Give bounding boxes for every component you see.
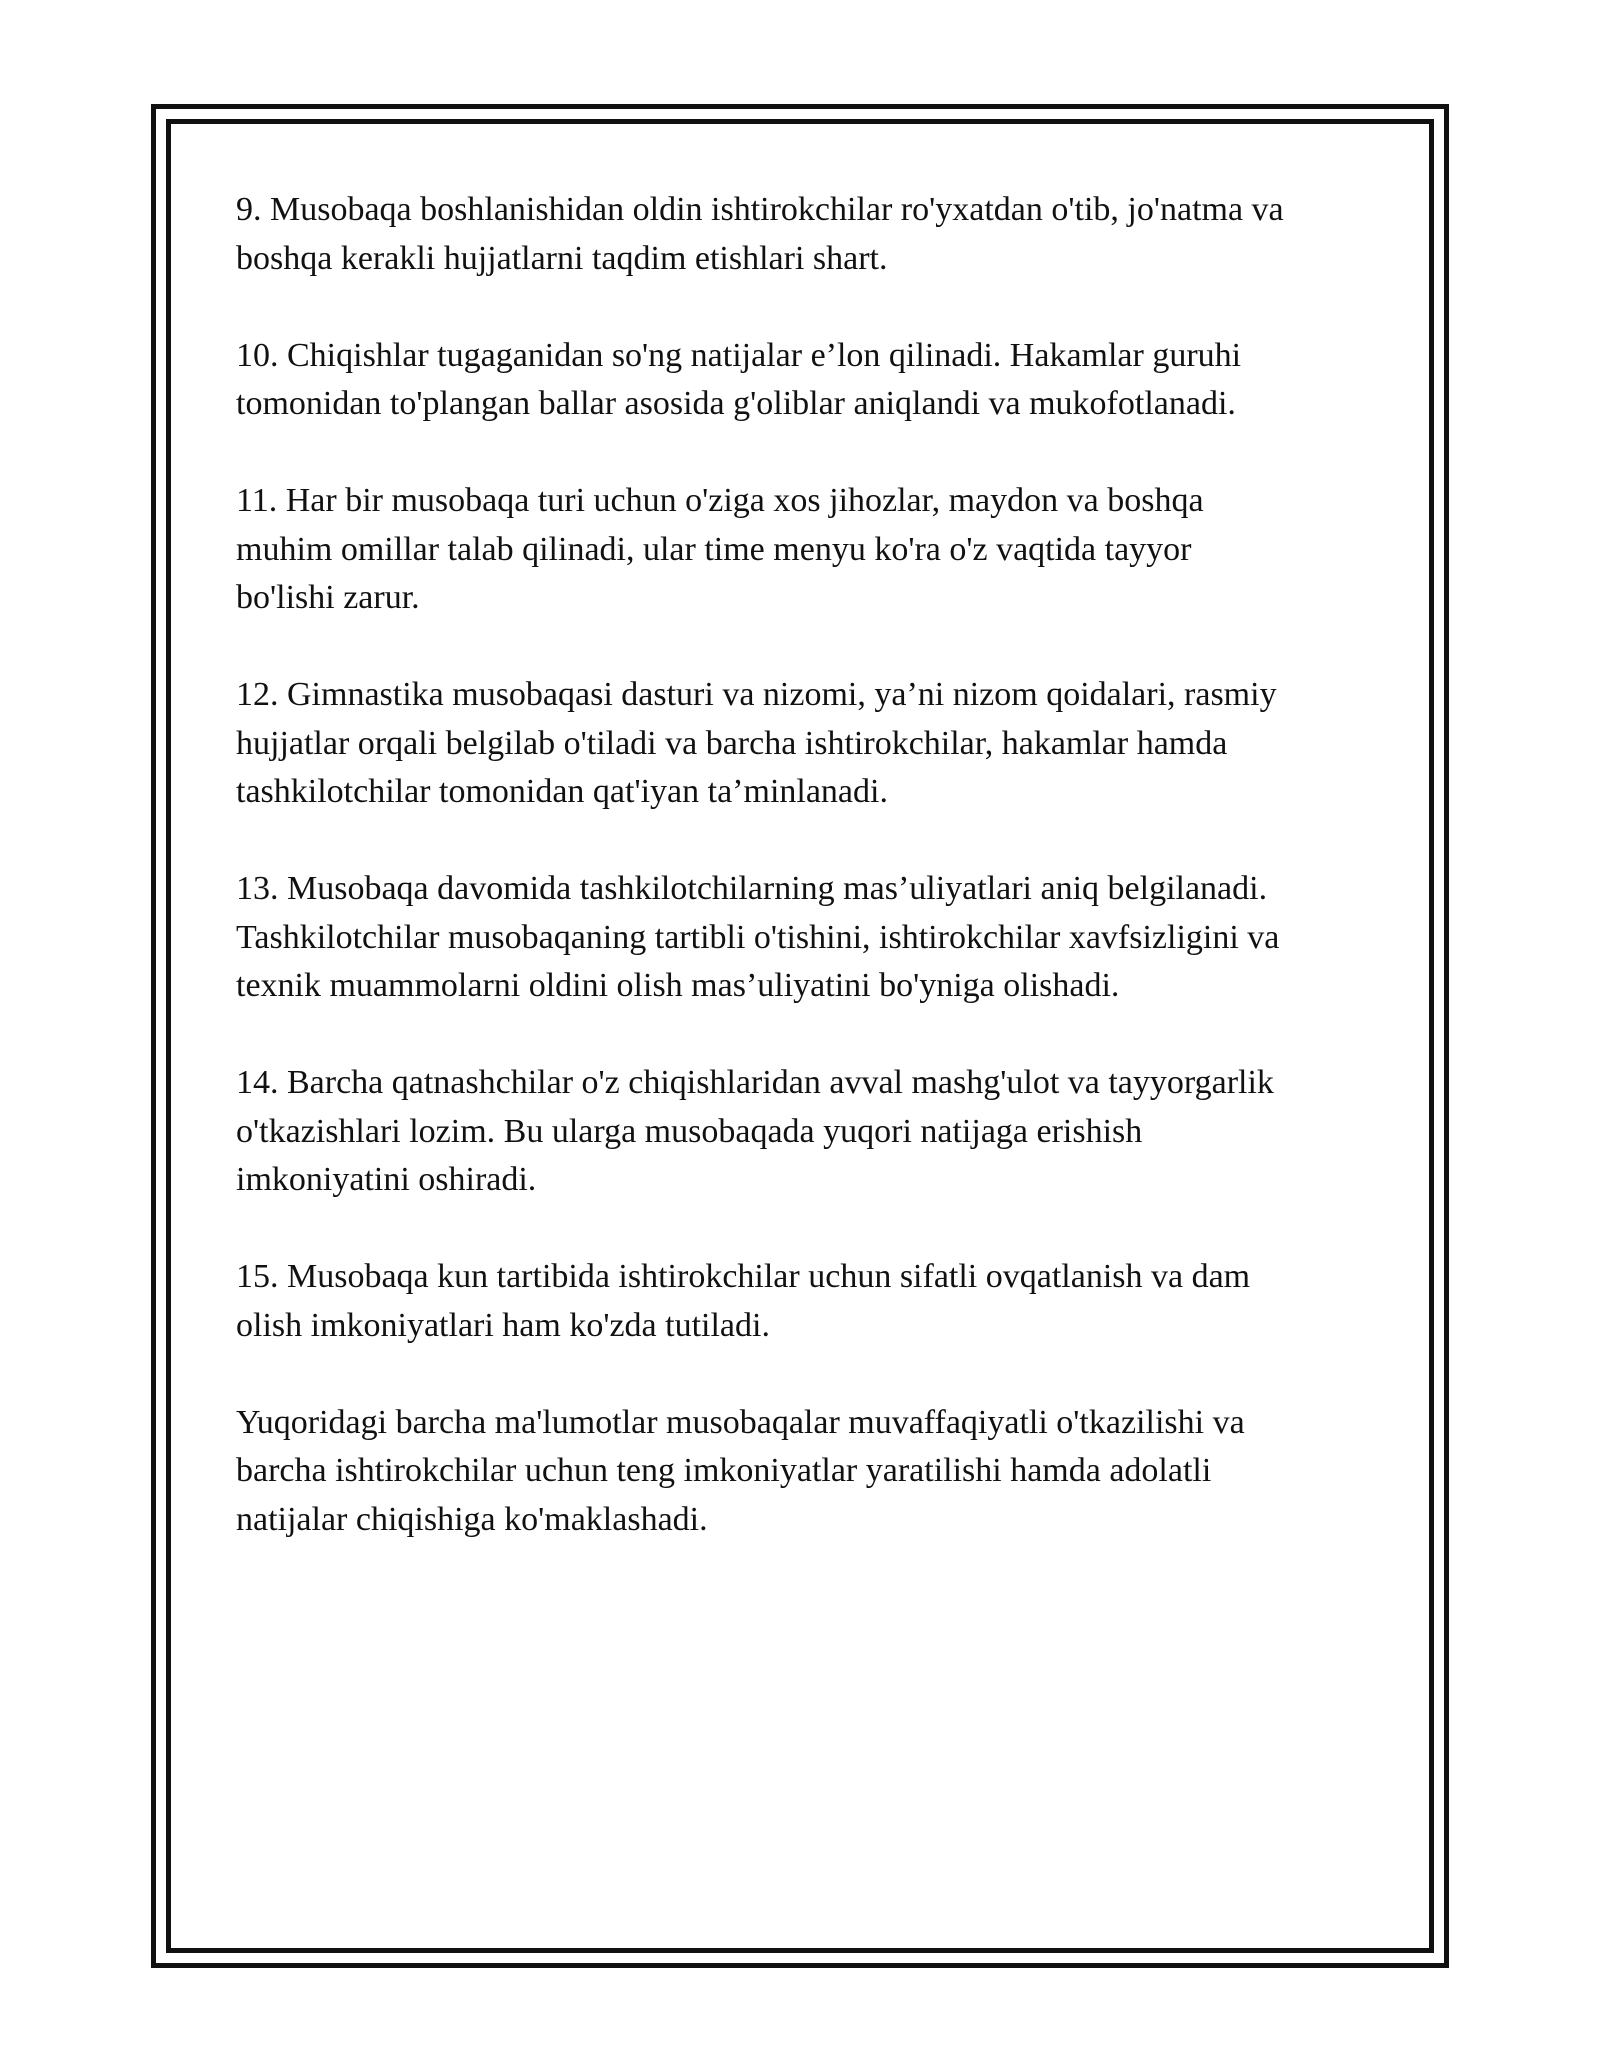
paragraph-item-13: 13. Musobaqa davomida tashkilotchilarning mas’uliyatlari aniq belgilanadi. Tashkilotchilar musobaqaning tartibli o'tishini, ishtirokchilar xavfsizligini va texnik muammolarni oldini olish mas’uliyatini bo'yniga olishadi. [236, 870, 1280, 1004]
paragraph-item-12: 12. Gimnastika musobaqasi dasturi va nizomi, ya’ni nizom qoidalari, rasmiy hujjatlar orqali belgilab o'tiladi va barcha ishtirokchilar, hakamlar hamda tashkilotchilar tomonidan qat'iyan ta’minlanadi. [236, 676, 1277, 810]
closing-paragraph: Yuqoridagi barcha ma'lumotlar musobaqalar muvaffaqiyatli o'tkazilishi va barcha ishtirokchilar uchun teng imkoniyatlar yaratilishi hamda adolatli natijalar chiqishiga ko'maklashadi. [236, 1403, 1245, 1538]
paragraph-item-9: 9. Musobaqa boshlanishidan oldin ishtirokchilar ro'yxatdan o'tib, jo'natma va boshqa kerakli hujjatlarni taqdim etishlari shart. [236, 191, 1284, 277]
paragraph-item-11: 11. Har bir musobaqa turi uchun o'ziga xos jihozlar, maydon va boshqa muhim omillar talab qilinadi, ular time menyu ko'ra o'z vaqtida tayyor bo'lishi zarur. [236, 482, 1204, 616]
paragraph-item-15: 15. Musobaqa kun tartibida ishtirokchilar uchun sifatli ovqatlanish va dam olish imkoniyatlari ham ko'zda tutiladi. [236, 1258, 1251, 1344]
document-body [236, 186, 1386, 1593]
paragraph-item-14: 14. Barcha qatnashchilar o'z chiqishlaridan avval mashg'ulot va tayyorgarlik o'tkazishlari lozim. Bu ularga musobaqada yuqori natijaga erishish imkoniyatini oshiradi. [236, 1064, 1274, 1198]
paragraph-item-10: 10. Chiqishlar tugaganidan so'ng natijalar e’lon qilinadi. Hakamlar guruhi tomonidan to'plangan ballar asosida g'oliblar aniqlandi va mukofotlanadi. [236, 336, 1242, 422]
